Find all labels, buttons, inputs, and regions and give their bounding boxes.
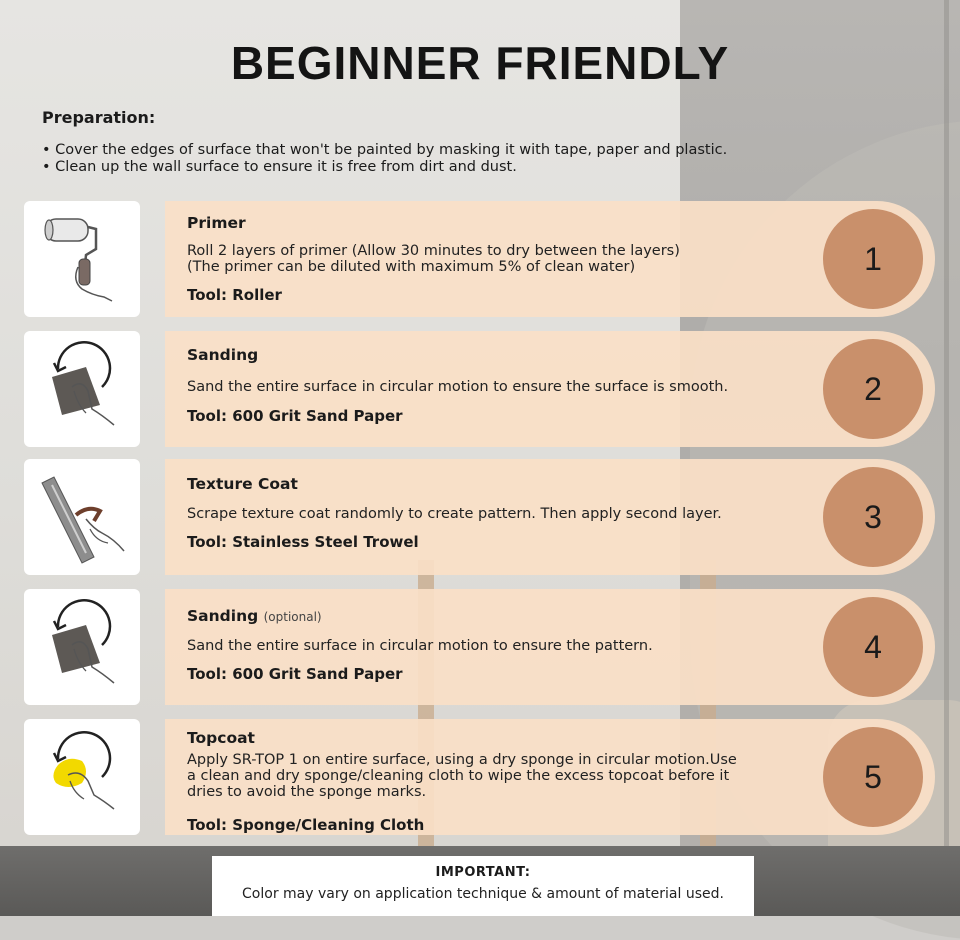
page-title: BEGINNER FRIENDLY — [230, 37, 730, 89]
step-icon-card — [24, 459, 140, 575]
step-icon-card — [24, 719, 140, 835]
step-panel — [165, 331, 935, 447]
step-description-line: a clean and dry sponge/cleaning cloth to wipe the excess topcoat before it — [187, 768, 730, 784]
step-title: Sanding — [187, 346, 259, 364]
step-number-badge: 3 — [823, 467, 923, 567]
important-text: Color may vary on application technique & amount of material used. — [242, 886, 724, 902]
preparation-list — [42, 142, 922, 176]
preparation-item: • Clean up the wall surface to ensure it is free from dirt and dust. — [42, 159, 922, 176]
step-panel — [165, 589, 935, 705]
step-title: Sanding (optional) — [187, 607, 322, 625]
step-description — [187, 752, 827, 800]
step-description-line: Scrape texture coat randomly to create pattern. Then apply second layer. — [187, 506, 722, 522]
scrollbar[interactable] — [944, 0, 949, 846]
important-heading: IMPORTANT: — [435, 865, 531, 880]
step-number-badge: 1 — [823, 209, 923, 309]
step-icon-card — [24, 331, 140, 447]
step-tool: Tool: Stainless Steel Trowel — [187, 533, 419, 551]
step-number-badge: 4 — [823, 597, 923, 697]
step-description-line: Sand the entire surface in circular motion to ensure the pattern. — [187, 638, 653, 654]
sandpaper-hand-icon — [24, 589, 140, 705]
step-tool: Tool: Roller — [187, 286, 282, 304]
trowel-hand-icon — [24, 459, 140, 575]
preparation-heading: Preparation: — [42, 108, 156, 127]
important-notice — [212, 856, 754, 916]
step-description-line: Apply SR-TOP 1 on entire surface, using a dry sponge in circular motion.Use — [187, 752, 737, 768]
step-icon-card — [24, 201, 140, 317]
step-tool: Tool: Sponge/Cleaning Cloth — [187, 816, 425, 834]
step-description-line: dries to avoid the sponge marks. — [187, 784, 427, 800]
step-description — [187, 379, 847, 395]
step-title: Primer — [187, 214, 246, 232]
preparation-item: • Cover the edges of surface that won't be painted by masking it with tape, paper and plastic. — [42, 142, 922, 159]
sandpaper-hand-icon — [24, 331, 140, 447]
step-description — [187, 243, 827, 275]
step-title: Texture Coat — [187, 475, 298, 493]
step-panel — [165, 459, 935, 575]
step-panel — [165, 719, 935, 835]
step-number-badge: 5 — [823, 727, 923, 827]
step-icon-card — [24, 589, 140, 705]
step-title: Topcoat — [187, 729, 255, 747]
step-tool: Tool: 600 Grit Sand Paper — [187, 665, 403, 683]
step-description-line: Roll 2 layers of primer (Allow 30 minutes to dry between the layers) — [187, 243, 680, 259]
step-description-line: (The primer can be diluted with maximum 5% of clean water) — [187, 259, 636, 275]
step-description — [187, 506, 847, 522]
step-title-note: (optional) — [263, 610, 322, 624]
sponge-hand-icon — [24, 719, 140, 835]
step-number-badge: 2 — [823, 339, 923, 439]
step-description — [187, 638, 847, 654]
step-description-line: Sand the entire surface in circular motion to ensure the surface is smooth. — [187, 379, 729, 395]
step-tool: Tool: 600 Grit Sand Paper — [187, 407, 403, 425]
paint-roller-icon — [24, 201, 140, 317]
step-panel — [165, 201, 935, 317]
